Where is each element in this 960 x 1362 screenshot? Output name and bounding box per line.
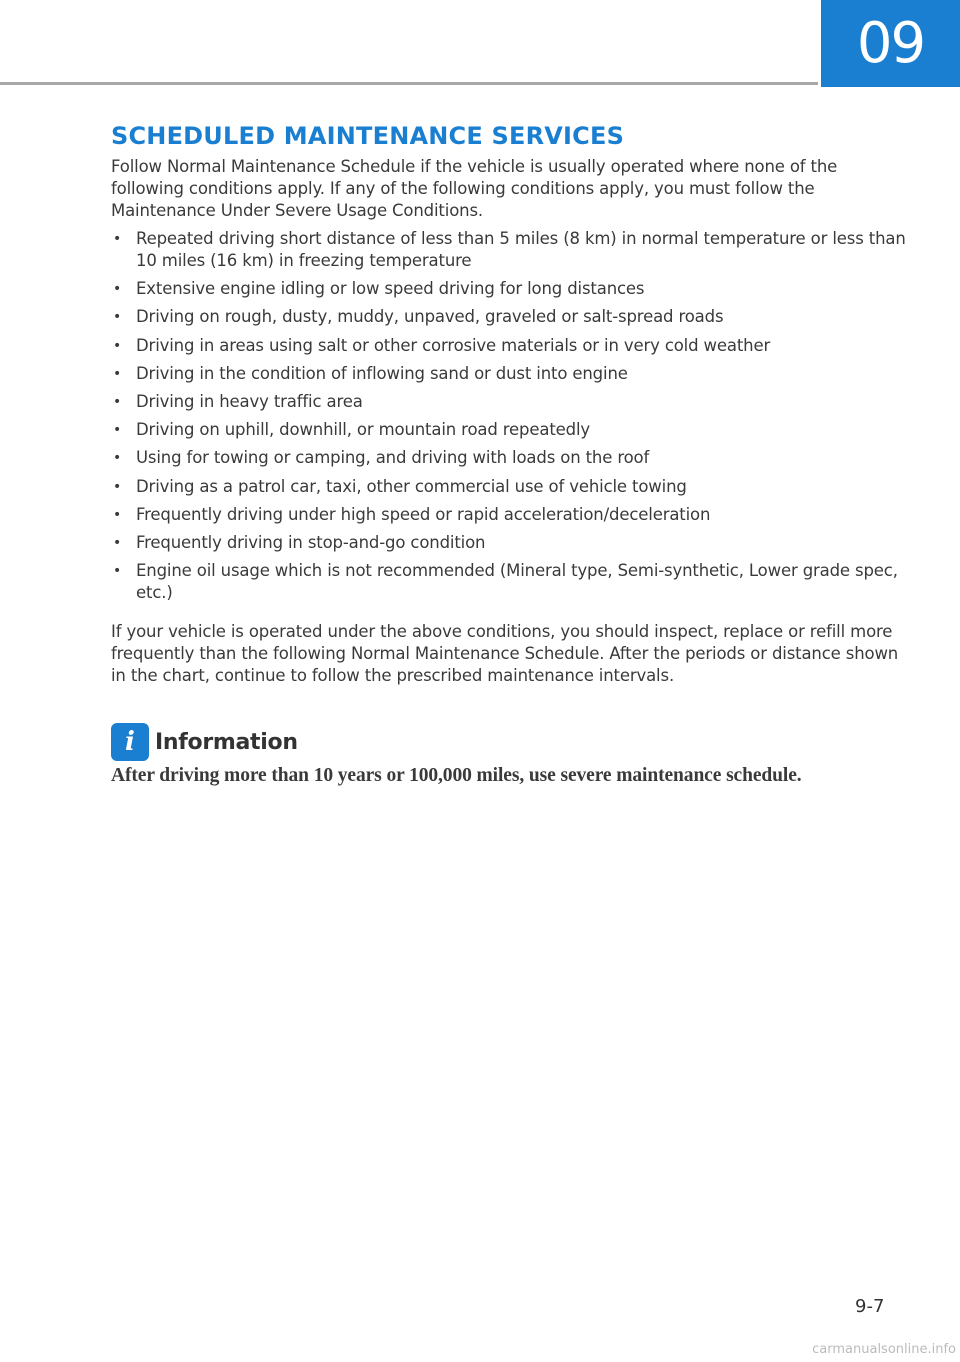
condition-text: Driving in the condition of inflowing sand or dust into engine: [136, 363, 628, 383]
page-number: 9-7: [855, 1296, 885, 1317]
conditions-list: [111, 228, 911, 604]
section-title: SCHEDULED MAINTENANCE SERVICES: [111, 122, 625, 150]
bullet-icon: •: [113, 393, 122, 410]
condition-text: Extensive engine idling or low speed driving for long distances: [136, 279, 645, 299]
bullet-icon: •: [113, 506, 122, 523]
bullet-icon: •: [113, 450, 122, 467]
condition-list-item: [111, 391, 911, 413]
closing-paragraph: If your vehicle is operated under the above conditions, you should inspect, replace or refill more frequently than the following Normal Maintenance Schedule. After the periods or distance shown in the chart, continue to follow the prescribed maintenance intervals.: [111, 622, 899, 686]
bullet-icon: •: [113, 231, 122, 247]
condition-list-item: [111, 447, 911, 469]
condition-list-item: [111, 306, 911, 328]
information-header: [111, 723, 911, 761]
info-icon: i: [111, 723, 149, 761]
bullet-icon: •: [113, 478, 122, 495]
condition-text: Driving in areas using salt or other corrosive materials or in very cold weather: [136, 335, 771, 355]
condition-text: Driving on rough, dusty, muddy, unpaved, graveled or salt-spread roads: [136, 307, 724, 327]
bullet-icon: •: [113, 365, 122, 382]
condition-text: Driving in heavy traffic area: [136, 391, 363, 411]
condition-list-item: [111, 560, 911, 604]
bullet-icon: •: [113, 281, 122, 298]
condition-text: Driving as a patrol car, taxi, other commercial use of vehicle towing: [136, 476, 687, 496]
chapter-tab: 09: [821, 0, 960, 87]
information-title: Information: [155, 729, 298, 755]
condition-text: Frequently driving under high speed or rapid acceleration/deceleration: [136, 504, 711, 524]
bullet-icon: •: [113, 534, 122, 551]
condition-list-item: [111, 278, 911, 300]
condition-list-item: [111, 335, 911, 357]
condition-list-item: [111, 476, 911, 498]
condition-list-item: [111, 363, 911, 385]
main-content: [111, 120, 911, 787]
bullet-icon: •: [113, 422, 122, 439]
condition-text: Driving on uphill, downhill, or mountain road repeatedly: [136, 420, 591, 440]
bullet-icon: •: [113, 309, 122, 326]
intro-paragraph: Follow Normal Maintenance Schedule if the vehicle is usually operated where none of the following conditions apply. If any of the following conditions apply, you must follow the Maintenance Under Severe Usage Conditions.: [111, 157, 838, 220]
condition-text: Engine oil usage which is not recommended (Mineral type, Semi-synthetic, Lower grade spec, etc.): [136, 561, 898, 603]
watermark: carmanualsonline.info: [812, 1342, 956, 1357]
condition-text: Using for towing or camping, and driving with loads on the roof: [136, 448, 650, 468]
condition-list-item: [111, 504, 911, 526]
condition-text: Repeated driving short distance of less than 5 miles (8 km) in normal temperature or less than 10 miles (16 km) in freezing temperature: [136, 229, 906, 270]
condition-list-item: [111, 419, 911, 441]
header-rule: [0, 82, 818, 85]
bullet-icon: •: [113, 563, 122, 580]
condition-text: Frequently driving in stop-and-go condition: [136, 532, 486, 552]
condition-list-item: [111, 532, 911, 554]
condition-list-item: [111, 228, 911, 272]
information-text: After driving more than 10 years or 100,000 miles, use severe maintenance schedule.: [111, 765, 802, 787]
bullet-icon: •: [113, 337, 122, 354]
